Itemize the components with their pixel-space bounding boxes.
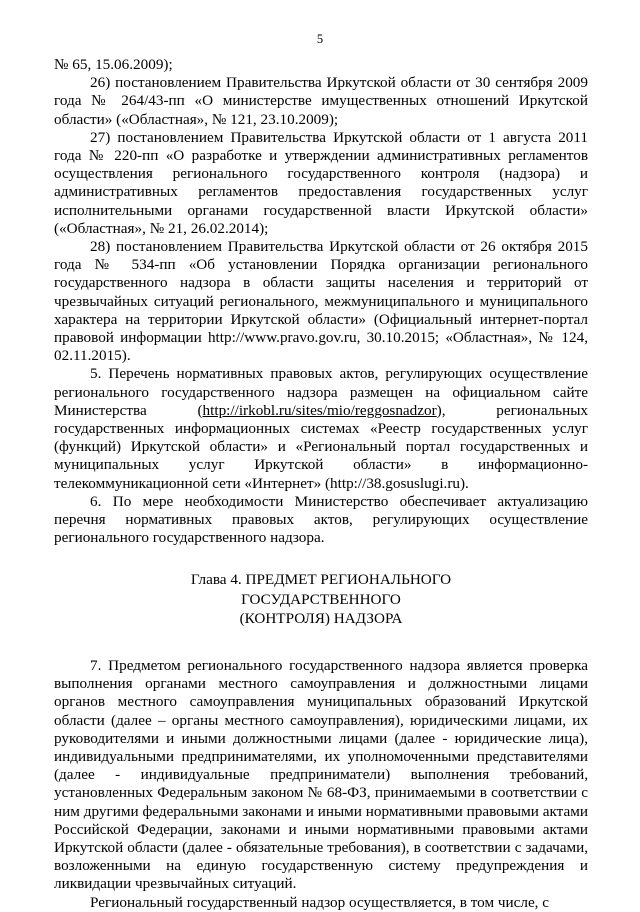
paragraph-continuation: № 65, 15.06.2009); bbox=[54, 56, 173, 73]
page-number: 5 bbox=[316, 32, 324, 46]
paragraph-5 bbox=[54, 365, 588, 492]
paragraph-5-text-start: 5. Перечень нормативных правовых актов, регулирующих осуществление регионального государственного надзора размещен на официальном сайте Министерства ( bbox=[54, 365, 588, 419]
list-item-26: 26) постановлением Правительства Иркутской области от 30 сентября 2009 года № 264/43-пп «О министерстве имущественных отношений Иркутской области» («Областная», № 121, 23.10.2009); bbox=[54, 74, 588, 128]
chapter-heading-line-1: Глава 4. ПРЕДМЕТ РЕГИОНАЛЬНОГО ГОСУДАРСТВЕННОГО bbox=[190, 571, 452, 608]
document-body bbox=[54, 56, 588, 912]
paragraph-8: Региональный государственный надзор осуществляется, в том числе, с bbox=[90, 893, 550, 911]
paragraph-6: 6. По мере необходимости Министерство обеспечивает актуализацию перечня нормативных правовых актов, регулирующих осуществление регионального государственного надзора. bbox=[54, 492, 588, 547]
list-item-28: 28) постановлением Правительства Иркутской области от 26 октября 2015 года № 534-пп «Об установлении Порядка организации регионального государственного надзора в области защиты населения и территорий от чрезвычайных ситуаций регионального, межмуниципального и муниципального характера на территории Иркутской области» (Официальный интернет-портал правовой информации http://www.pravo.gov.ru, 30.10.2015; «Областная», № 124, 02.11.2015). bbox=[54, 238, 588, 365]
paragraph-5-text-end: ), региональных государственных информационных системах «Реестр государственных услуг (функций) Иркутской области» и «Региональный портал государственных и муниципальных услуг Иркутской области» в информационно-телекоммуникационной сети «Интернет» (http://38.gosuslugi.ru). bbox=[54, 401, 588, 492]
chapter-heading-line-2: (КОНТРОЛЯ) НАДЗОРА bbox=[239, 610, 403, 628]
chapter-heading bbox=[114, 570, 528, 629]
ministry-site-link[interactable]: http://irkobl.ru/sites/mio/reggosnadzor bbox=[202, 401, 437, 419]
list-item-27: 27) постановлением Правительства Иркутской области от 1 августа 2011 года № 220-пп «О разработке и утверждении административных регламентов осуществления регионального государственного контроля (надзора) и административных регламентов предоставления государственных услуг исполнительными органами государственной власти Иркутской области» («Областная», № 21, 26.02.2014); bbox=[54, 128, 588, 237]
paragraph-7: 7. Предметом регионального государственного надзора является проверка выполнения органами местного самоуправления и должностными лицами органов местного самоуправления муниципальных образований Иркутской области (далее – органы местного самоуправления), юридическими лицами, их руководителями и иными должностными лицами (далее - юридические лица), индивидуальными предпринимателями, их уполномоченными представителями (далее - индивидуальные предприниматели) выполнения требований, установленных Федеральным законом № 68-ФЗ, принимаемыми в соответствии с ним другими федеральными законами и иными нормативными правовыми актами Российской Федерации, законами и иными нормативными правовыми актами Иркутской области (далее - обязательные требования), в соответствии с задачами, возложенными на единую государственную систему предупреждения и ликвидации чрезвычайных ситуаций. bbox=[54, 656, 588, 893]
